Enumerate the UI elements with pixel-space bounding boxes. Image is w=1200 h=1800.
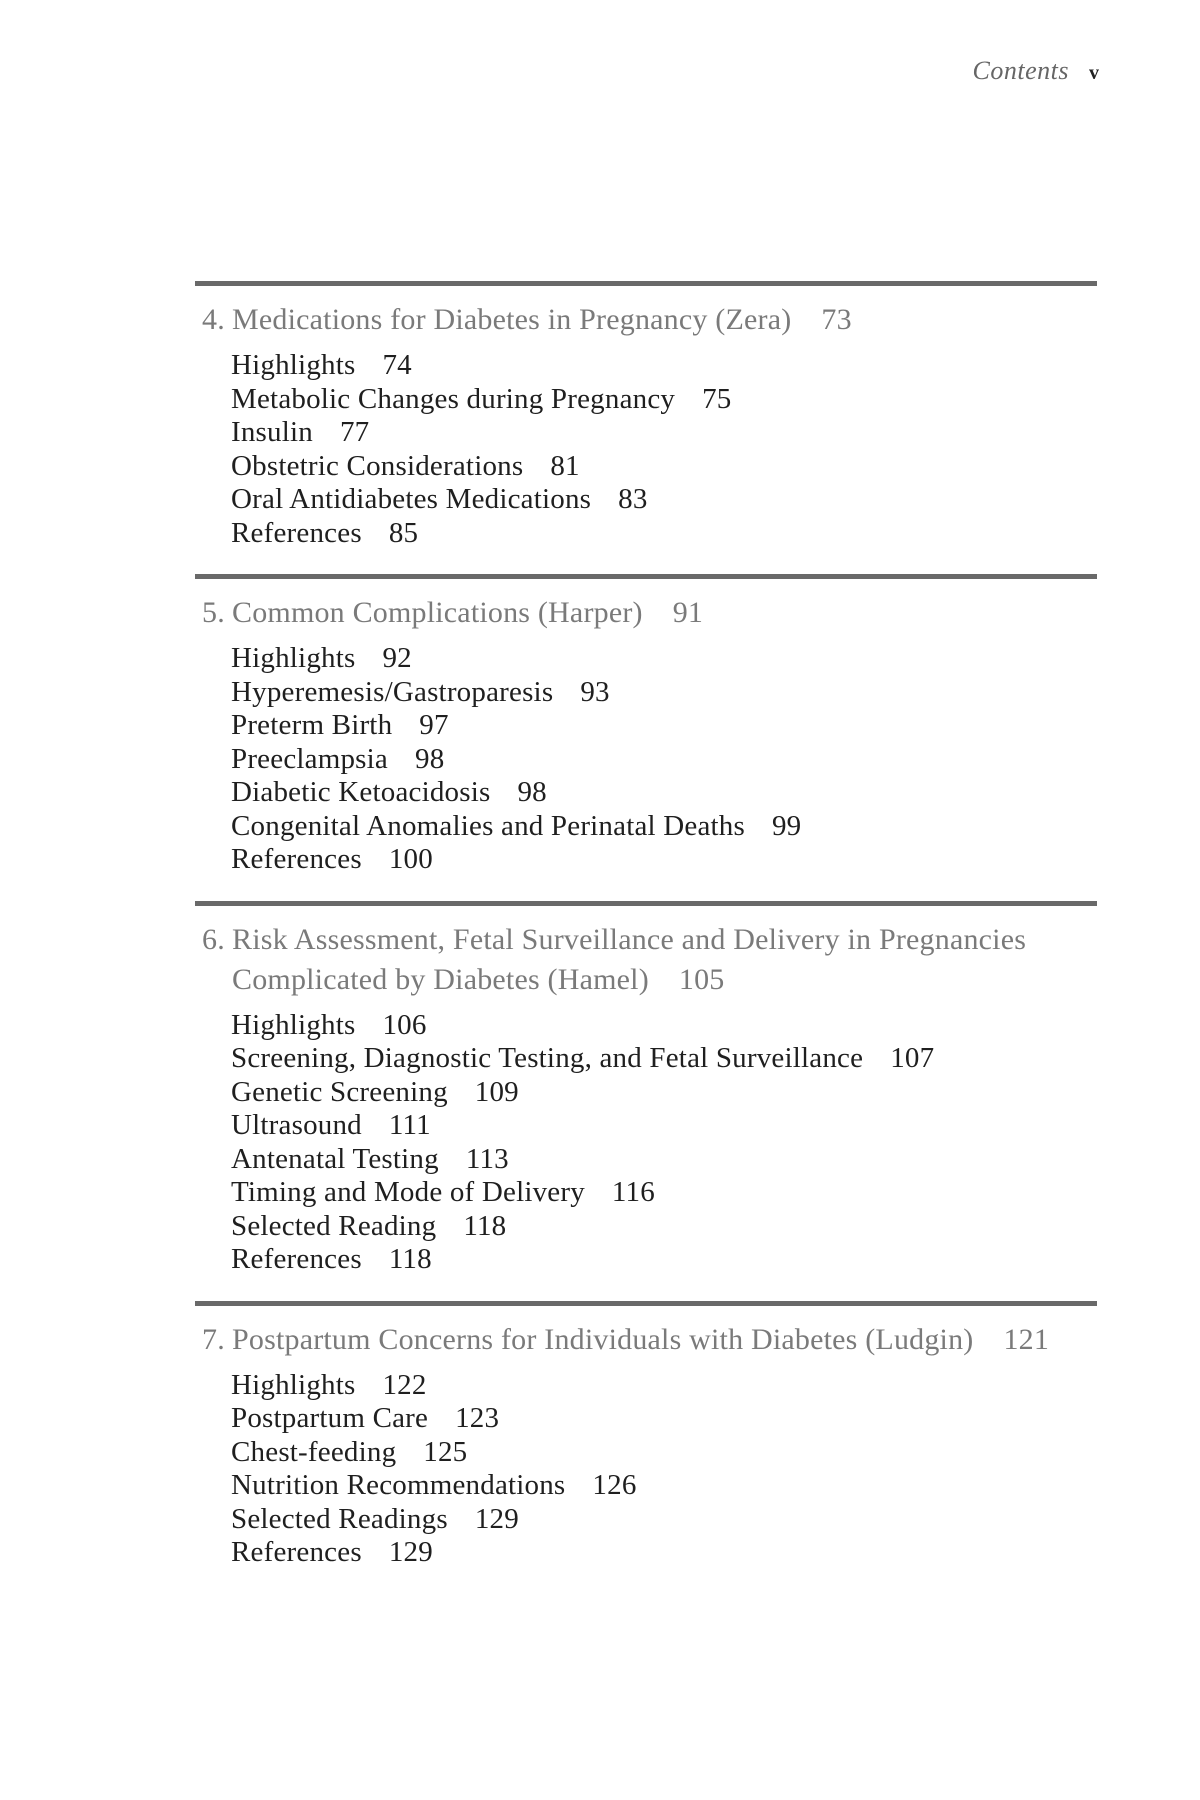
chapter-entries [195, 1009, 1097, 1277]
toc-entry-label: Highlights [231, 349, 356, 381]
toc-entry-page: 99 [771, 809, 802, 842]
chapter-title-line [232, 300, 1097, 340]
toc-entry [231, 1503, 1097, 1537]
toc-entry-page: 75 [702, 382, 732, 415]
toc-section-5 [195, 574, 1097, 877]
toc-entry-page: 129 [388, 1536, 433, 1568]
toc-entry [231, 642, 1097, 676]
toc-entry-page: 113 [465, 1142, 509, 1175]
chapter-title-lines [232, 920, 1097, 1000]
toc-entry-label: Genetic Screening [231, 1075, 448, 1108]
toc-entry-label: Obstetric Considerations [231, 449, 524, 482]
toc-entry [231, 1009, 1097, 1043]
chapter-number: 7. [202, 1322, 225, 1356]
toc-entry-label: Hyperemesis/Gastroparesis [231, 675, 554, 708]
toc-entry-page: 109 [474, 1075, 519, 1108]
toc-entry [231, 349, 1097, 383]
chapter-title: Postpartum Concerns for Individuals with Diabetes (Ludgin) [232, 1322, 974, 1356]
chapter-number: 4. [202, 303, 225, 336]
chapter-title-row [195, 300, 1097, 340]
toc-entry-page: 92 [382, 642, 412, 674]
toc-entry [231, 483, 1097, 517]
toc-entry-page: 122 [382, 1368, 427, 1401]
toc-entry [231, 1402, 1097, 1436]
toc-entry-label: Diabetic Ketoacidosis [231, 776, 491, 808]
toc-entry-label: References [231, 1243, 362, 1275]
chapter-number: 6. [202, 922, 225, 956]
toc-entry-label: Nutrition Recommendations [231, 1469, 566, 1501]
toc-entry [231, 1243, 1097, 1277]
toc-entry [231, 743, 1097, 777]
toc-entry [231, 709, 1097, 743]
chapter-page-number: 91 [672, 596, 704, 629]
toc-entry-page: 83 [618, 483, 648, 515]
toc-entry [231, 776, 1097, 810]
toc-entry [231, 1536, 1097, 1570]
toc-entry-label: Timing and Mode of Delivery [231, 1176, 585, 1208]
section-divider [195, 574, 1097, 579]
chapter-title: Common Complications (Harper) [232, 596, 643, 629]
toc-entry-label: Screening, Diagnostic Testing, and Fetal Surveillance [231, 1042, 864, 1074]
chapter-title-line [232, 593, 1097, 633]
table-of-contents [195, 0, 1097, 1570]
toc-entry-page: 77 [339, 416, 370, 448]
chapter-title: Medications for Diabetes in Pregnancy (Zera) [232, 303, 792, 336]
chapter-title-continued: Complicated by Diabetes (Hamel) [232, 962, 649, 996]
toc-entry [231, 383, 1097, 417]
chapter-title-row [195, 593, 1097, 633]
toc-entry-label: Oral Antidiabetes Medications [231, 483, 592, 515]
toc-entry [231, 1210, 1097, 1244]
toc-entry-label: Preterm Birth [231, 709, 393, 741]
toc-section-7 [195, 1301, 1097, 1570]
section-divider [195, 281, 1097, 286]
toc-entry-page: 98 [517, 776, 547, 808]
toc-entry-label: Postpartum Care [231, 1402, 429, 1434]
toc-entry-page: 118 [463, 1209, 507, 1242]
toc-entry-label: Highlights [231, 1368, 356, 1401]
toc-entry-page: 123 [455, 1402, 500, 1434]
toc-entry-label: Selected Reading [231, 1209, 437, 1242]
toc-entry [231, 676, 1097, 710]
toc-entry-label: Ultrasound [231, 1109, 362, 1141]
chapter-title-line [232, 1320, 1097, 1360]
toc-entry-page: 81 [550, 449, 580, 482]
chapter-entries [195, 642, 1097, 877]
toc-entry-label: Congenital Anomalies and Perinatal Deaths [231, 809, 745, 842]
chapter-title-row [195, 1320, 1097, 1360]
toc-entry-label: Preeclampsia [231, 742, 389, 775]
chapter-number: 5. [202, 596, 225, 629]
toc-entry [231, 1042, 1097, 1076]
toc-entry [231, 1109, 1097, 1143]
toc-entry-page: 126 [592, 1469, 637, 1501]
chapter-entries [195, 349, 1097, 550]
chapter-page-number: 121 [1003, 1322, 1050, 1356]
toc-entry-page: 125 [423, 1435, 468, 1468]
toc-entry-label: Chest-feeding [231, 1435, 397, 1468]
toc-entry-page: 93 [580, 675, 610, 708]
toc-entry-label: Highlights [231, 1008, 356, 1041]
toc-entry [231, 810, 1097, 844]
toc-section-6 [195, 901, 1097, 1277]
toc-entry-page: 118 [388, 1243, 432, 1275]
toc-entry-page: 100 [388, 843, 433, 875]
toc-entry [231, 517, 1097, 551]
chapter-title-row [195, 920, 1097, 1000]
toc-entry-page: 111 [388, 1109, 431, 1141]
toc-entry-page: 74 [382, 349, 412, 381]
chapter-page-number: 105 [678, 962, 725, 996]
chapter-title-lines [232, 593, 1097, 633]
toc-entry [231, 1469, 1097, 1503]
toc-entry-page: 106 [382, 1008, 427, 1041]
toc-entry-label: Antenatal Testing [231, 1142, 439, 1175]
toc-entry-page: 85 [388, 516, 419, 549]
running-title: Contents [972, 56, 1069, 85]
section-divider [195, 901, 1097, 906]
toc-entry [231, 843, 1097, 877]
toc-entry-label: References [231, 843, 362, 875]
toc-entry-page: 116 [611, 1176, 655, 1208]
chapter-title-lines [232, 1320, 1097, 1360]
toc-entry-label: Metabolic Changes during Pregnancy [231, 382, 676, 415]
toc-entry [231, 416, 1097, 450]
toc-entry-label: Highlights [231, 642, 356, 674]
toc-entry-page: 98 [415, 742, 445, 775]
toc-entry [231, 450, 1097, 484]
toc-entry [231, 1369, 1097, 1403]
chapter-title-lines [232, 300, 1097, 340]
toc-entry-label: Selected Readings [231, 1502, 448, 1535]
toc-section-4 [195, 281, 1097, 550]
toc-entry-page: 107 [890, 1042, 935, 1074]
folio-page-number: v [1089, 62, 1100, 84]
toc-entry-page: 97 [419, 709, 449, 741]
toc-entry-label: References [231, 1536, 362, 1568]
toc-entry [231, 1176, 1097, 1210]
chapter-title-line [232, 920, 1097, 960]
chapter-title-line [232, 960, 1097, 1000]
chapter-entries [195, 1369, 1097, 1570]
toc-entry-page: 129 [474, 1502, 519, 1535]
section-divider [195, 1301, 1097, 1306]
chapter-page-number: 73 [821, 303, 852, 336]
toc-entry [231, 1436, 1097, 1470]
toc-entry-label: References [231, 516, 362, 549]
toc-entry [231, 1076, 1097, 1110]
chapter-title: Risk Assessment, Fetal Surveillance and Delivery in Pregnancies [232, 922, 1027, 956]
toc-entry-label: Insulin [231, 416, 313, 448]
toc-entry [231, 1143, 1097, 1177]
